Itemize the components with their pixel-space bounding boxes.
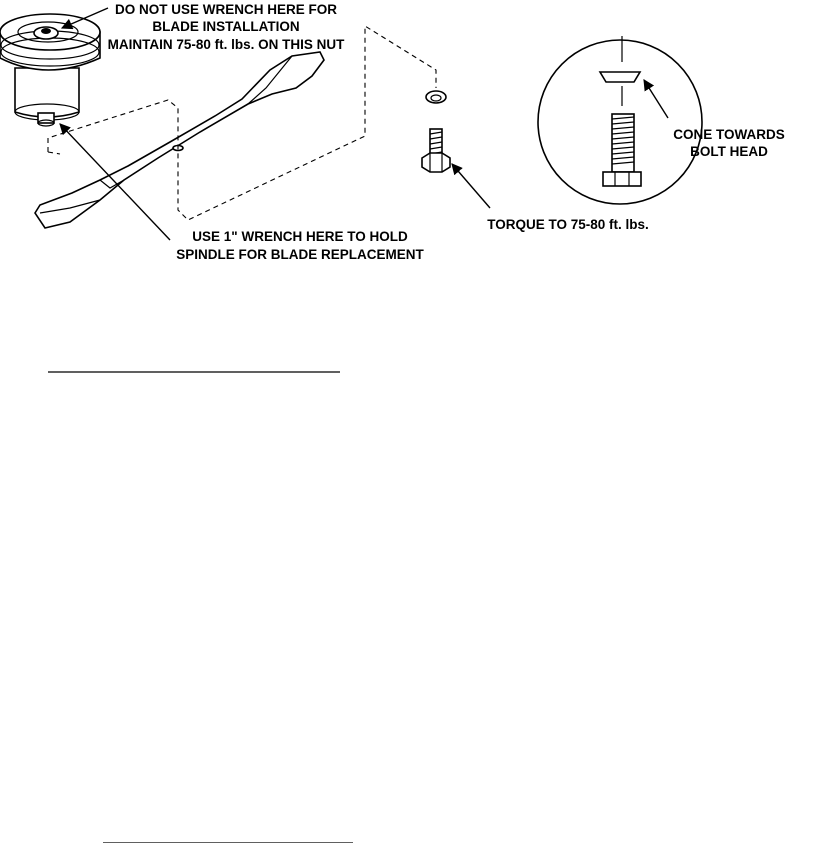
shaft-arrow bbox=[60, 124, 170, 240]
bolt-arrow bbox=[452, 164, 490, 208]
label-wrench-hold bbox=[176, 229, 424, 262]
blade-bolt bbox=[422, 129, 450, 172]
nut-warning-line-2: BLADE INSTALLATION bbox=[152, 19, 300, 34]
cone-direction-line-2: BOLT HEAD bbox=[690, 144, 768, 159]
spindle-assembly bbox=[0, 14, 100, 126]
detail-cone-washer bbox=[600, 72, 640, 82]
label-bolt-torque: TORQUE TO 75-80 ft. lbs. bbox=[487, 217, 649, 232]
cone-washer bbox=[426, 91, 446, 103]
spindle-nut bbox=[34, 27, 58, 39]
spindle-shaft bbox=[38, 113, 54, 126]
nut-warning-line-1: DO NOT USE WRENCH HERE FOR bbox=[114, 2, 338, 17]
detail-view bbox=[538, 36, 702, 204]
label-nut-warning bbox=[108, 2, 346, 52]
wrench-hold-line-1: USE 1" WRENCH HERE TO HOLD bbox=[192, 229, 408, 244]
cone-direction-line-1: CONE TOWARDS bbox=[673, 127, 785, 142]
nut-warning-line-3: MAINTAIN 75-80 ft. lbs. ON THIS NUT bbox=[107, 37, 345, 52]
wrench-hold-line-2: SPINDLE FOR BLADE REPLACEMENT bbox=[176, 247, 424, 262]
